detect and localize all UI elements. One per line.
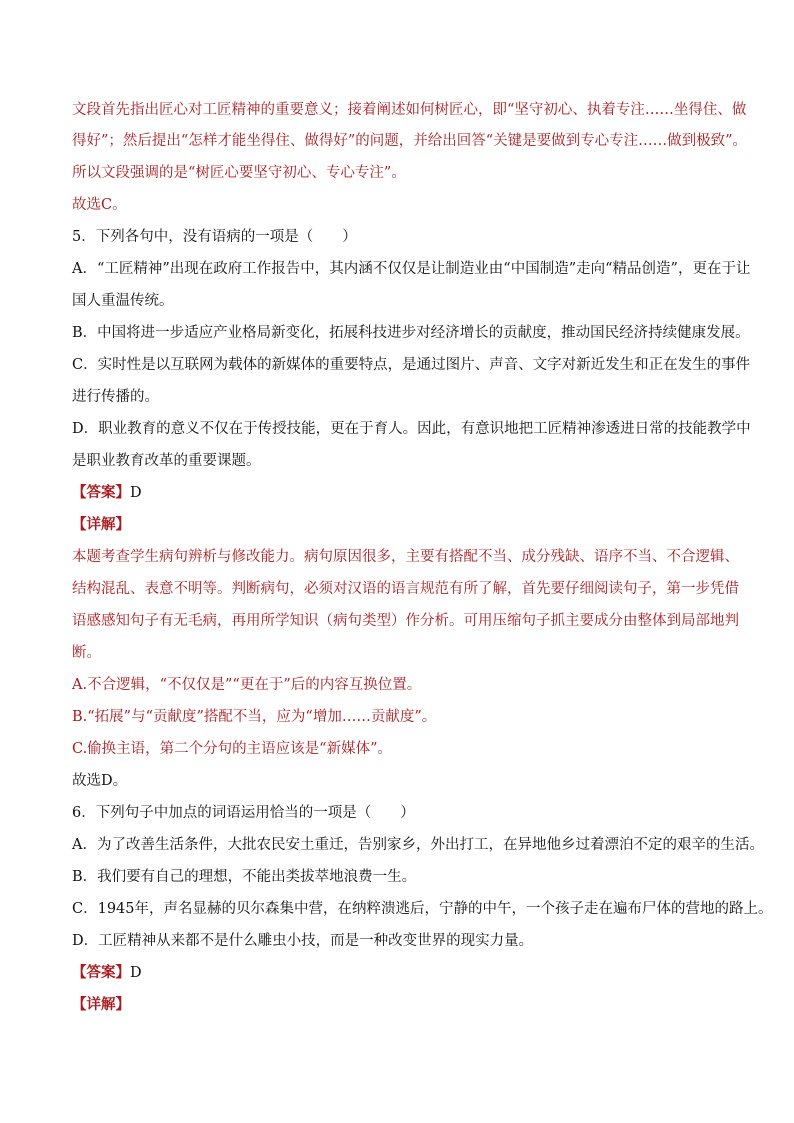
question-5-option-d-line-1: D．职业教育的意义不仅在于传授技能，更在于育人。因此，有意识地把工匠精神渗透进日常的技能教学中 <box>72 421 751 437</box>
question-5-option-b: B．中国将进一步适应产业格局新变化，拓展科技进步对经济增长的贡献度，推动国民经济持续健康发展。 <box>72 325 750 341</box>
question-6-explanation-label: 【详解】 <box>72 996 130 1013</box>
question-5-option-a-line-2: 国人重温传统。 <box>72 293 174 309</box>
analysis-line-3: 所以文段强调的是“树匠心要坚守初心、专心专注”。 <box>72 165 406 181</box>
explanation-line-3: 语感感知句子有无毛病，再用所学知识（病句类型）作分析。可用压缩句子抓主要成分由整体到局部地判 <box>72 613 739 629</box>
question-5-option-d-line-2: 是职业教育改革的重要课题。 <box>72 453 261 469</box>
answer-label: 【答案】 <box>72 484 130 501</box>
question-5-explanation-label: 【详解】 <box>72 516 130 533</box>
analysis-line-1: 文段首先指出匠心对工匠精神的重要意义；接着阐述如何树匠心，即“坚守初心、执着专注……坐得住、做 <box>72 102 747 118</box>
explanation-line-4: 断。 <box>72 645 101 661</box>
question-5-stem: 5．下列各句中，没有语病的一项是（ ） <box>72 229 357 245</box>
question-6-option-b: B．我们要有自己的理想，不能出类拔萃地浪费一生。 <box>72 869 417 885</box>
question-5-answer <box>72 483 142 503</box>
explanation-line-1: 本题考查学生病句辨析与修改能力。病句原因很多，主要有搭配不当、成分残缺、语序不当、不合逻辑、 <box>72 549 739 565</box>
question-6-answer <box>72 963 142 983</box>
question-5-option-c-line-2: 进行传播的。 <box>72 389 159 405</box>
question-6-stem: 6．下列句子中加点的词语运用恰当的一项是（ ） <box>72 805 415 821</box>
conclusion-line: 故选C。 <box>72 197 127 213</box>
answer-label: 【答案】 <box>72 964 130 981</box>
answer-value: D <box>130 485 142 501</box>
question-5-option-a-line-1: A．“工匠精神”出现在政府工作报告中，其内涵不仅仅是让制造业由“中国制造”走向“精品创造”，更在于让 <box>72 261 751 277</box>
analysis-line-2: 得好”；然后提出“怎样才能坐得住、做得好”的问题，并给出回答“关键是要做到专心专注……做到极致”。 <box>72 133 748 149</box>
question-5-option-c-line-1: C．实时性是以互联网为载体的新媒体的重要特点，是通过图片、声音、文字对新近发生和正在发生的事件 <box>72 357 751 373</box>
question-6-option-a: A．为了改善生活条件，大批农民安土重迁，告别家乡，外出打工，在异地他乡过着漂泊不定的艰辛的生活。 <box>72 837 764 853</box>
explanation-line-2: 结构混乱、表意不明等。判断病句，必须对汉语的语言规范有所了解，首先要仔细阅读句子，第一步凭借 <box>72 581 739 597</box>
explanation-option-a: A.不合逻辑，“不仅仅是”“更在于”后的内容互换位置。 <box>72 677 422 693</box>
answer-value: D <box>130 965 142 981</box>
explanation-option-b: B.“拓展”与“贡献度”搭配不当，应为“增加……贡献度”。 <box>72 709 437 725</box>
explanation-option-c: C.偷换主语，第二个分句的主语应该是“新媒体”。 <box>72 741 393 757</box>
question-5-conclusion: 故选D。 <box>72 773 128 789</box>
question-6-option-c: C．1945年，声名显赫的贝尔森集中营，在纳粹溃逃后，宁静的中午，一个孩子走在遍布尸体的营地的路上。 <box>72 901 773 917</box>
question-6-option-d: D．工匠精神从来都不是什么雕虫小技，而是一种改变世界的现实力量。 <box>72 933 534 949</box>
